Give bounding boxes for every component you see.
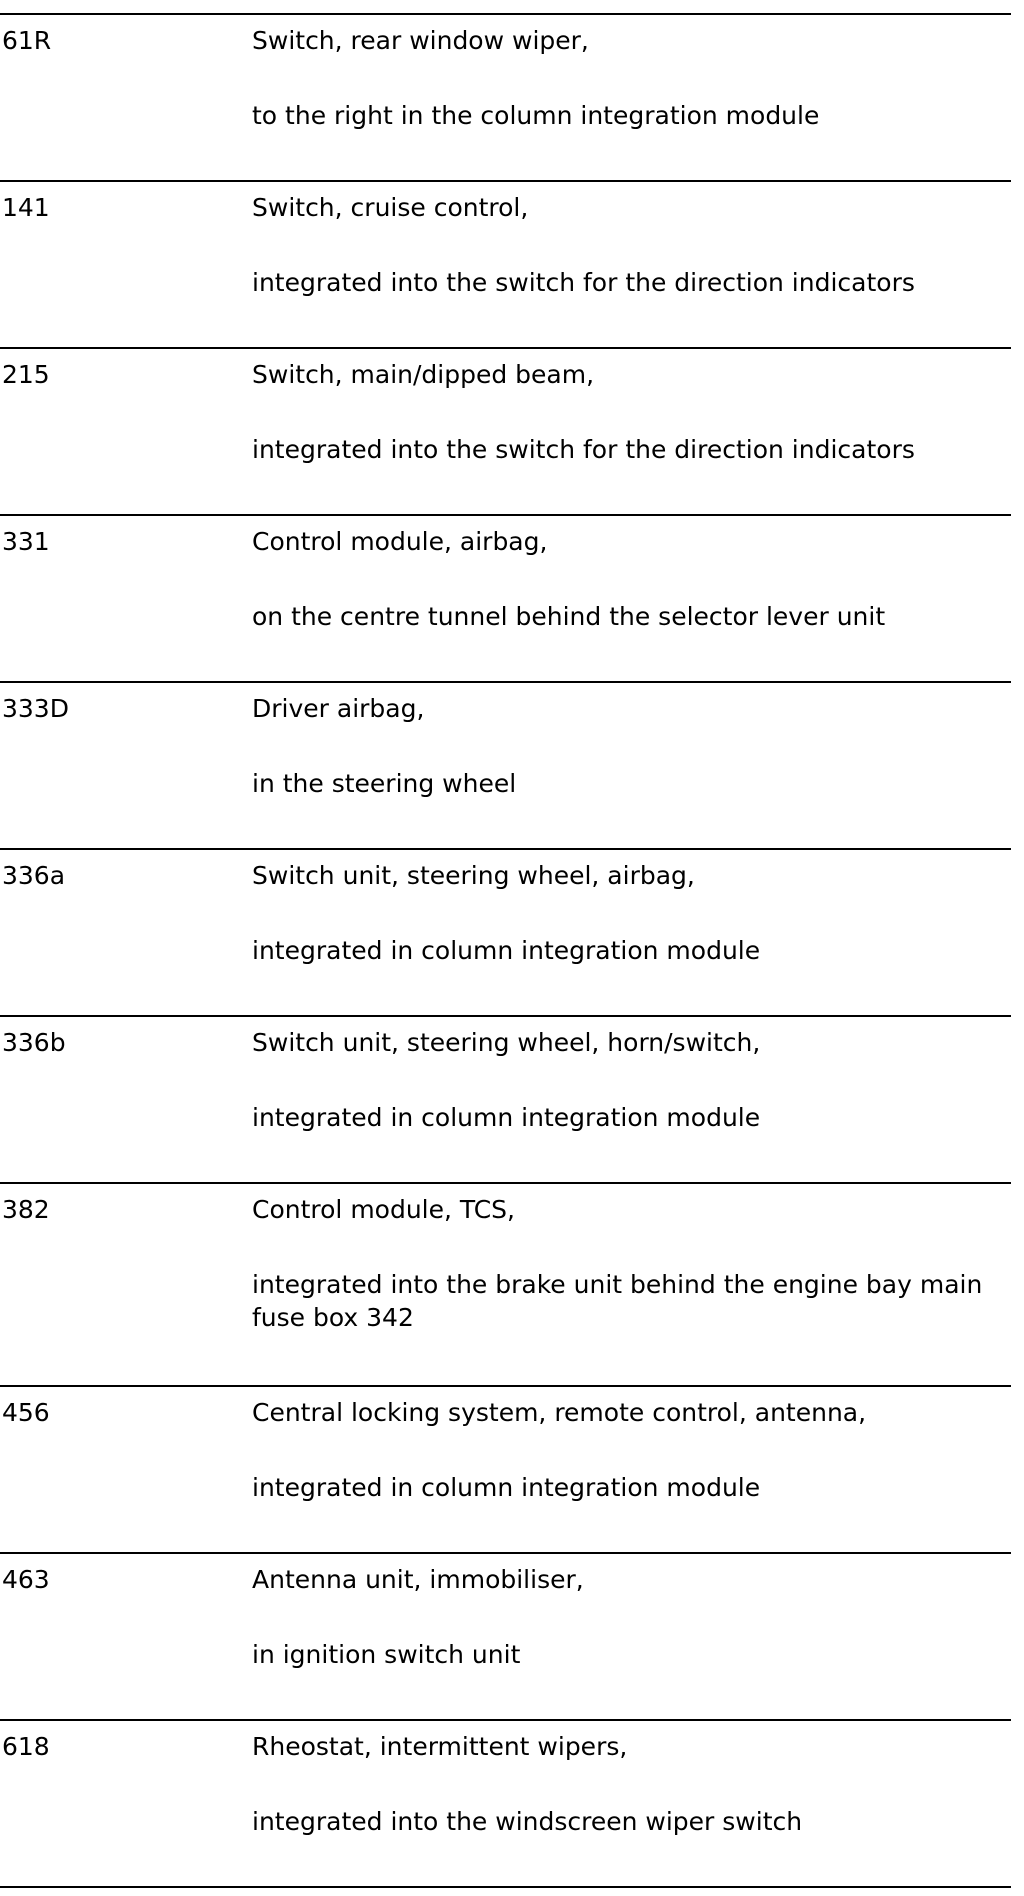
component-code: 331 [2, 527, 50, 556]
component-location: in the steering wheel [252, 769, 517, 798]
component-code: 61R [2, 26, 52, 55]
component-location: integrated into the brake unit behind the engine bay main fuse box 342 [252, 1270, 983, 1332]
component-code: 215 [2, 360, 50, 389]
component-name: Switch, main/dipped beam, [252, 360, 595, 389]
component-location: integrated into the switch for the direction indicators [252, 435, 915, 464]
table-row [0, 848, 1011, 1015]
component-name: Switch, rear window wiper, [252, 26, 589, 55]
table-row [0, 1552, 1011, 1719]
component-code: 333D [2, 694, 69, 723]
component-name: Antenna unit, immobiliser, [252, 1565, 584, 1594]
component-location: integrated in column integration module [252, 936, 761, 965]
component-code: 456 [2, 1398, 50, 1427]
component-location: integrated in column integration module [252, 1103, 761, 1132]
table-row [0, 1182, 1011, 1349]
table-row [0, 514, 1011, 681]
table-row [0, 1385, 1011, 1552]
component-code: 141 [2, 193, 50, 222]
component-code: 336b [2, 1028, 66, 1057]
component-location: integrated into the switch for the direction indicators [252, 268, 915, 297]
table-row [0, 1719, 1011, 1886]
component-code: 463 [2, 1565, 50, 1594]
component-location: on the centre tunnel behind the selector lever unit [252, 602, 886, 631]
component-location: integrated in column integration module [252, 1473, 761, 1502]
table-row [0, 681, 1011, 848]
table-row [0, 13, 1011, 180]
component-name: Control module, airbag, [252, 527, 548, 556]
component-name: Switch unit, steering wheel, airbag, [252, 861, 695, 890]
component-location: in ignition switch unit [252, 1640, 521, 1669]
table-bottom-border [0, 1886, 1011, 1888]
component-name: Central locking system, remote control, antenna, [252, 1398, 867, 1427]
component-name: Switch unit, steering wheel, horn/switch, [252, 1028, 761, 1057]
component-location: integrated into the windscreen wiper switch [252, 1807, 803, 1836]
component-name: Driver airbag, [252, 694, 425, 723]
component-name: Switch, cruise control, [252, 193, 529, 222]
table-row [0, 1015, 1011, 1182]
table-row [0, 347, 1011, 514]
component-name: Rheostat, intermittent wipers, [252, 1732, 628, 1761]
component-location: to the right in the column integration module [252, 101, 820, 130]
component-name: Control module, TCS, [252, 1195, 515, 1224]
component-code: 618 [2, 1732, 50, 1761]
component-code: 336a [2, 861, 66, 890]
table-row [0, 180, 1011, 347]
component-code: 382 [2, 1195, 50, 1224]
